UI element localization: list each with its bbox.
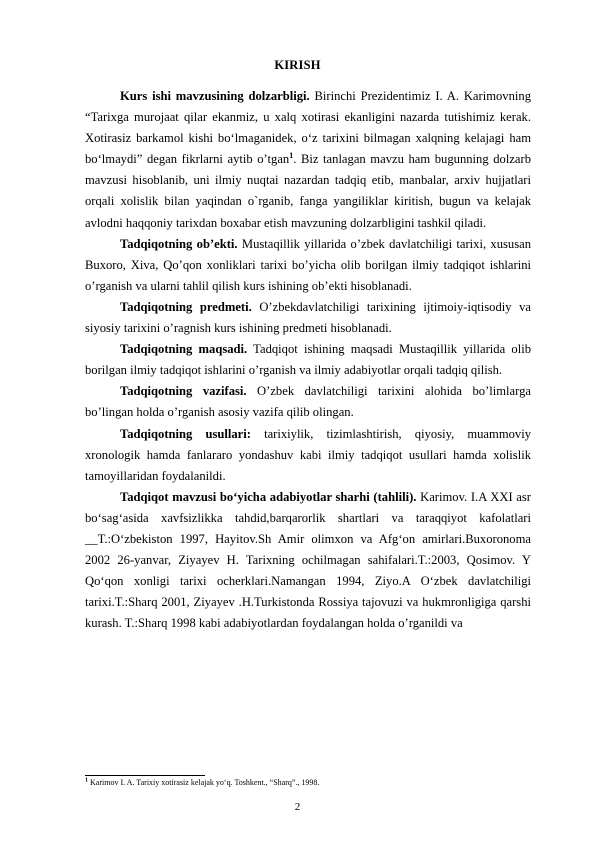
paragraph-heading: Tadqiqotning predmeti. (120, 299, 252, 314)
footnote-reference[interactable]: 1 (289, 151, 294, 161)
paragraph-subject (85, 297, 531, 339)
paragraph-heading: Tadqiqotning maqsadi. (120, 342, 248, 357)
paragraph-heading: Tadqiqotning usullari: (120, 426, 251, 441)
paragraph-goal (85, 339, 531, 381)
paragraph-text: Mustaqillik yillarida o’zbek davlatchiligi tarixi, xususan Buxoro, Xiva, Qo’qon xonliklari tarixi bo’yicha olib borilgan ilmiy tadqiqot ishlarini o’rganish va ularni tahlil qilish kurs ishining ob’ekti hisoblanadi. (85, 236, 531, 293)
page-title: KIRISH (274, 58, 321, 72)
paragraph-text: O’zbek davlatchiligi tarixini alohida bo’limlarga bo’lingan holda o’rganish asosiy vazifa qilib olingan. (85, 384, 531, 420)
paragraph-heading: Tadqiqotning vazifasi. (120, 384, 247, 399)
paragraph-literature-review (85, 487, 531, 635)
paragraph-text: Birinchi Prezidentimiz I. A. Karimovning “Tarixga murojaat qilar ekanmiz, u xalq xotirasi ekanligini nazarda tutishimiz kerak. Xotirasiz barkamol kishi bo‘lmaganidek, o‘z tarixini bilmagan xalqning kelajagi ham bo‘lmaydi” degan fikrlarni aytib o’tgan (85, 89, 531, 167)
paragraph-text: Tadqiqot ishining maqsadi Mustaqillik yillarida olib borilgan ilmiy tadqiqot ishlarini o’rganish va ilmiy adabiyotlar orqali tadqiq qilish. (85, 342, 531, 378)
paragraph-task (85, 381, 531, 423)
page-number: 2 (294, 801, 301, 813)
paragraph-heading: Kurs ishi mavzusining dolzarbligi. (120, 89, 310, 103)
footnote-text: Karimov I. A. Tarixiy xotirasiz kelajak yo‘q. Toshkent., “Sharq”., 1998. (88, 778, 320, 787)
paragraph-relevance (85, 86, 531, 234)
footnote (85, 778, 531, 788)
paragraph-heading: Tadqiqotning ob’ekti. (120, 236, 238, 251)
footnote-separator (85, 775, 205, 776)
paragraph-text-continued: . Biz tanlagan mavzu ham bugunning dolzarb mavzusi hisoblanib, uni ilmiy nuqtai nazardan tadqiq etib, manbalar, arxiv hujjatlari orqali xolislik bilan yaqindan o`rganib, fanga yangiliklar kiritish, bugun va kelajak avlodni haqqoniy tarixdan boxabar etish mavzuning dolzarbligini tashkil qiladi. (85, 152, 531, 230)
paragraph-object (85, 234, 531, 297)
paragraph-text: O’zbekdavlatchiligi tarixining ijtimoiy-iqtisodiy va siyosiy tarixini o’ragnish kurs ishining predmeti hisoblanadi. (85, 299, 531, 336)
paragraph-heading: Tadqiqot mavzusi bo‘yicha adabiyotlar sharhi (tahlili). (120, 489, 417, 504)
document-body (85, 86, 531, 634)
paragraph-methods (85, 424, 531, 487)
paragraph-text: tarixiylik, tizimlashtirish, qiyosiy, muammoviy xronologik hamda fanlararo yondashuv kabi ilmiy tadqiqot usullari hamda xolislik tamoyillaridan foydalanildi. (85, 426, 532, 483)
paragraph-text: Karimov. I.A XXI asr bo‘sag‘asida xavfsizlikka tahdid,barqarorlik shartlari va taraqqiyot kafolatlari __T.:O‘zbekiston 1997, Hayitov.Sh Amir olimxon va Afg‘on amirlari.Buxoronoma 2002 26-yanvar, Ziyayev H. Tarixning ochilmagan sahifalari.T.:2003, Qosimov. Y Qo‘qon xonligi tarixi ocherklari.Namangan 1994, Ziyo.A O‘zbek davlatchiligi tarixi.T.:Sharq 2001, Ziyayev .H.Turkistonda Rossiya tajovuzi va hukmronligiga qarshi kurash. T.:Sharq 1998 kabi adabiyotlardan foydalangan holda o’rganildi va (85, 489, 531, 631)
footnote-number: 1 (85, 777, 88, 784)
